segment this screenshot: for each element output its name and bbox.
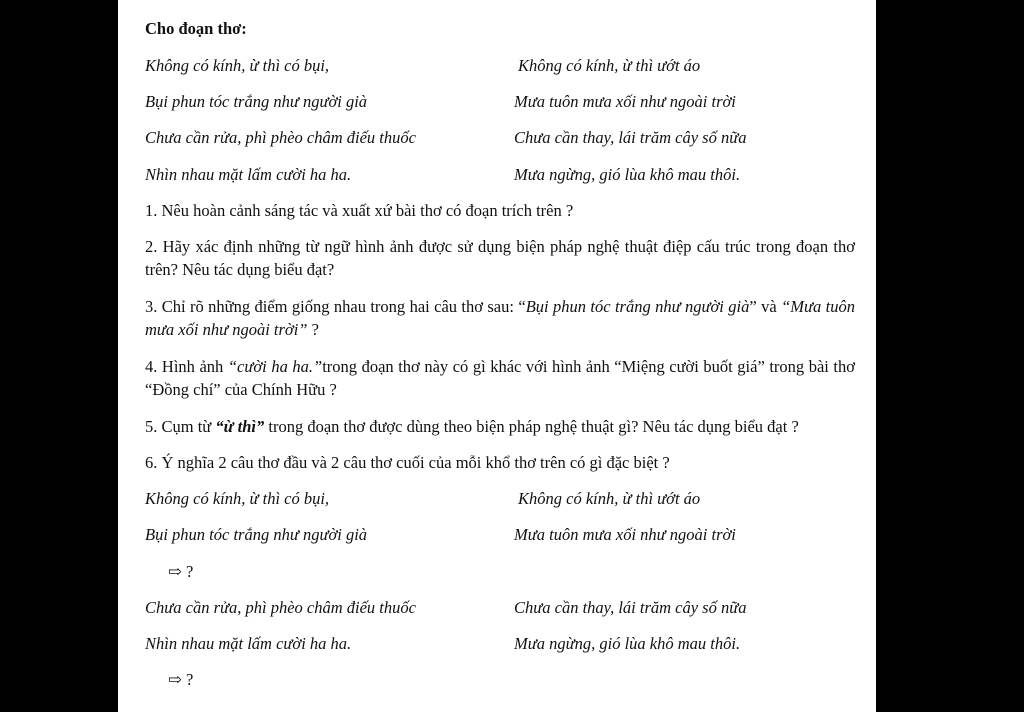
document-page [118,0,876,712]
question-1: 1. Nêu hoàn cảnh sáng tác và xuất xứ bài thơ có đoạn trích trên ? [145,201,574,220]
poem-line-3-repeat: Chưa cần rửa, phì phèo châm điếu thuốc Chưa cần thay, lái trăm cây số nữa [145,598,747,617]
poem-left: Bụi phun tóc trắng như người già [145,92,368,111]
poem-left: Không có kính, ừ thì có bụi, [145,56,330,75]
poem-line-2 [145,90,855,113]
poem-left: Chưa cần rửa, phì phèo châm điếu thuốc [145,128,416,147]
poem-line-4 [145,163,855,186]
poem-line-2-repeat: Bụi phun tóc trắng như người già Mưa tuôn mưa xối như ngoài trời [145,525,736,544]
question-2: 2. Hãy xác định những từ ngữ hình ảnh được sử dụng biện pháp nghệ thuật điệp cấu trúc trong đoạn thơ trên? Nêu tác dụng biểu đạt? [145,237,855,279]
question-4: 4. Hình ảnh “cười ha ha.”trong đoạn thơ này có gì khác với hình ảnh “Miệng cười buốt giá” trong bài thơ “Đồng chí” của Chính Hữu ? [145,357,855,399]
poem-line-3 [145,126,855,149]
arrow-answer-2: ⇨ ? [168,670,194,689]
poem-right: Chưa cần thay, lái trăm cây số nữa [514,128,747,147]
poem-line-1 [145,54,855,77]
poem-line-1-repeat: Không có kính, ừ thì có bụi, Không có kính, ừ thì ướt áo [145,489,701,508]
poem-line-4-repeat: Nhìn nhau mặt lấm cười ha ha. Mưa ngừng, gió lùa khô mau thôi. [145,634,741,653]
arrow-answer-1: ⇨ ? [168,562,194,581]
question-5: 5. Cụm từ “ừ thì” trong đoạn thơ được dùng theo biện pháp nghệ thuật gì? Nêu tác dụng biểu đạt ? [145,417,799,436]
heading: Cho đoạn thơ: [145,19,247,38]
question-6: 6. Ý nghĩa 2 câu thơ đầu và 2 câu thơ cuối của mỗi khổ thơ trên có gì đặc biệt ? [145,453,670,472]
poem-right: Mưa ngừng, gió lùa khô mau thôi. [514,165,741,184]
poem-right: Mưa tuôn mưa xối như ngoài trời [514,92,736,111]
poem-left: Nhìn nhau mặt lấm cười ha ha. [145,165,352,184]
question-3: 3. Chỉ rõ những điểm giống nhau trong hai câu thơ sau: “Bụi phun tóc trắng như người già” và “Mưa tuôn mưa xối như ngoài trời” ? [145,297,855,339]
poem-right: Không có kính, ừ thì ướt áo [518,56,701,75]
